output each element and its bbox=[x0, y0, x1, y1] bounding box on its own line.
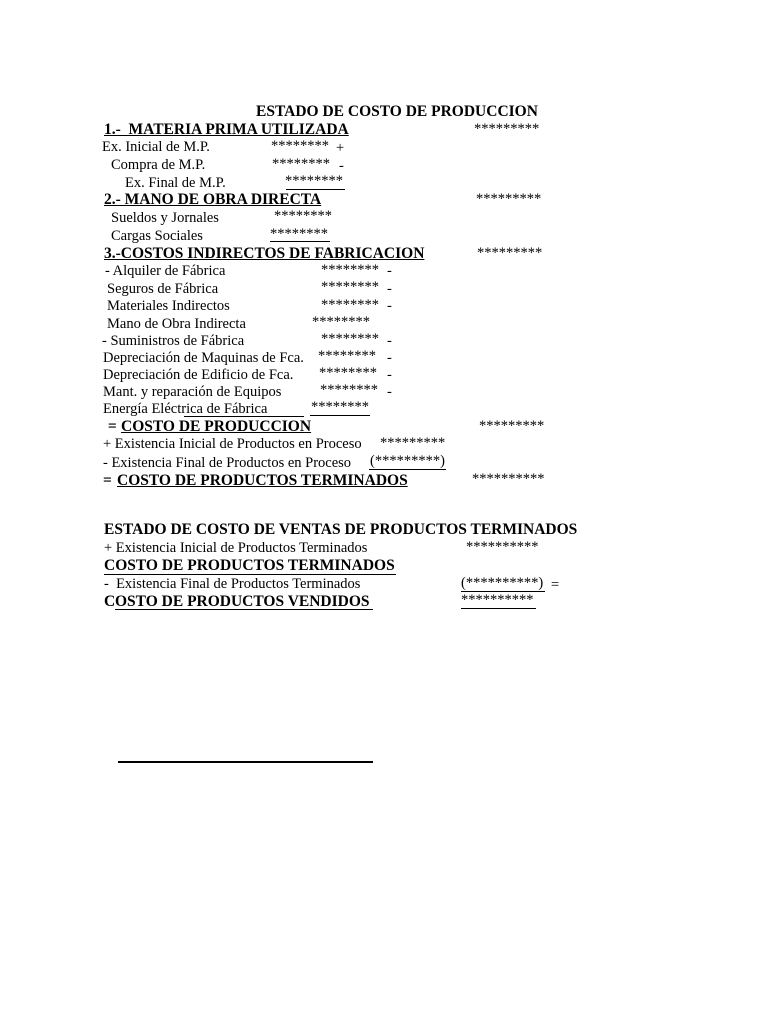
row-ex-inicial-mp-op: + bbox=[336, 140, 345, 156]
divider bbox=[104, 574, 396, 575]
row-dep-edificio-label: Depreciación de Edificio de Fca. bbox=[103, 367, 294, 383]
row-ex-inicial-mp-label: Ex. Inicial de M.P. bbox=[102, 139, 210, 155]
divider bbox=[310, 415, 370, 416]
costo-produccion-prefix: = bbox=[104, 418, 121, 435]
ex-final-term-value: (**********) bbox=[461, 575, 544, 591]
row-compra-mp-value: ******** bbox=[272, 156, 330, 172]
row-suministros-value: ******** bbox=[321, 331, 379, 347]
row-materiales-label: Materiales Indirectos bbox=[107, 298, 230, 314]
ex-inicial-proceso-value: ********* bbox=[380, 435, 446, 451]
costo-vendidos-label: OSTO DE PRODUCTOS VENDIDOS bbox=[115, 593, 370, 610]
row-compra-mp-op: - bbox=[339, 158, 344, 174]
section-3-total: ********* bbox=[477, 245, 543, 261]
section-2-heading: 2.- MANO DE OBRA DIRECTA bbox=[104, 191, 322, 208]
row-cargas-value: ******** bbox=[270, 226, 328, 242]
divider bbox=[286, 189, 345, 190]
row-mant-equipos-label: Mant. y reparación de Equipos bbox=[103, 384, 282, 400]
ex-final-proceso-label: - Existencia Final de Productos en Proceso bbox=[103, 455, 352, 471]
signature-line bbox=[118, 761, 373, 763]
ex-inicial-term-value: ********** bbox=[466, 539, 539, 555]
row-dep-edificio-op: - bbox=[387, 367, 392, 383]
costo-term-label: COSTO DE PRODUCTOS TERMINADOS bbox=[104, 557, 395, 574]
divider bbox=[461, 608, 536, 609]
section-2-total: ********* bbox=[476, 191, 542, 207]
row-sueldos-value: ******** bbox=[274, 208, 332, 224]
ex-inicial-term-label: + Existencia Inicial de Productos Terminados bbox=[104, 540, 368, 556]
row-mant-equipos-op: - bbox=[387, 384, 392, 400]
report-title: ESTADO DE COSTO DE PRODUCCION bbox=[256, 103, 538, 120]
costo-terminados-total: ********** bbox=[472, 471, 545, 487]
row-mano-indirecta-value: ******** bbox=[312, 314, 370, 330]
row-dep-edificio-value: ******** bbox=[319, 365, 377, 381]
row-ex-final-mp-label: Ex. Final de M.P. bbox=[125, 175, 226, 191]
costo-produccion-label: COSTO DE PRODUCCION bbox=[121, 418, 312, 435]
costo-terminados-prefix: = bbox=[103, 472, 116, 489]
row-materiales-op: - bbox=[387, 298, 392, 314]
row-dep-maquinas-label: Depreciación de Maquinas de Fca. bbox=[103, 350, 304, 366]
row-suministros-label: - Suministros de Fábrica bbox=[102, 333, 245, 349]
row-dep-maquinas-value: ******** bbox=[318, 348, 376, 364]
row-seguros-op: - bbox=[387, 281, 392, 297]
row-ex-final-mp-value: ******** bbox=[285, 173, 343, 189]
ex-final-term-op: = bbox=[551, 577, 560, 593]
costo-produccion-total: ********* bbox=[479, 418, 545, 434]
row-materiales-value: ******** bbox=[321, 297, 379, 313]
row-compra-mp-label: Compra de M.P. bbox=[111, 157, 206, 173]
row-seguros-label: Seguros de Fábrica bbox=[107, 281, 219, 297]
section-3-heading: 3.-COSTOS INDIRECTOS DE FABRICACION bbox=[104, 245, 425, 262]
costo-vendidos-first-letter: C bbox=[104, 593, 116, 610]
ex-final-term-label: - Existencia Final de Productos Terminados bbox=[104, 576, 361, 592]
divider bbox=[369, 469, 446, 470]
section-1-total: ********* bbox=[474, 121, 540, 137]
row-dep-maquinas-op: - bbox=[387, 350, 392, 366]
row-seguros-value: ******** bbox=[321, 279, 379, 295]
section-1-heading: 1.- MATERIA PRIMA UTILIZADA bbox=[104, 121, 349, 138]
report-2-title: ESTADO DE COSTO DE VENTAS DE PRODUCTOS TERMINADOS bbox=[104, 521, 578, 538]
row-alquiler-value: ******** bbox=[321, 262, 379, 278]
ex-inicial-proceso-label: + Existencia Inicial de Productos en Proceso bbox=[103, 436, 362, 452]
row-sueldos-label: Sueldos y Jornales bbox=[111, 210, 219, 226]
row-suministros-op: - bbox=[387, 333, 392, 349]
costo-vendidos-value: ********** bbox=[461, 592, 534, 608]
row-alquiler-op: - bbox=[387, 263, 392, 279]
ex-final-proceso-value: (*********) bbox=[370, 453, 445, 469]
divider bbox=[270, 241, 330, 242]
row-mano-indirecta-label: Mano de Obra Indirecta bbox=[107, 316, 246, 332]
row-energia-label: Energía Eléctrica de Fábrica bbox=[103, 401, 268, 417]
costo-terminados-label: COSTO DE PRODUCTOS TERMINADOS bbox=[117, 472, 408, 489]
row-energia-value: ******** bbox=[311, 399, 369, 415]
divider bbox=[184, 416, 304, 417]
row-cargas-label: Cargas Sociales bbox=[111, 228, 203, 244]
divider bbox=[115, 609, 373, 610]
row-ex-inicial-mp-value: ******** bbox=[271, 138, 329, 154]
row-mant-equipos-value: ******** bbox=[320, 382, 378, 398]
row-alquiler-label: - Alquiler de Fábrica bbox=[105, 263, 226, 279]
